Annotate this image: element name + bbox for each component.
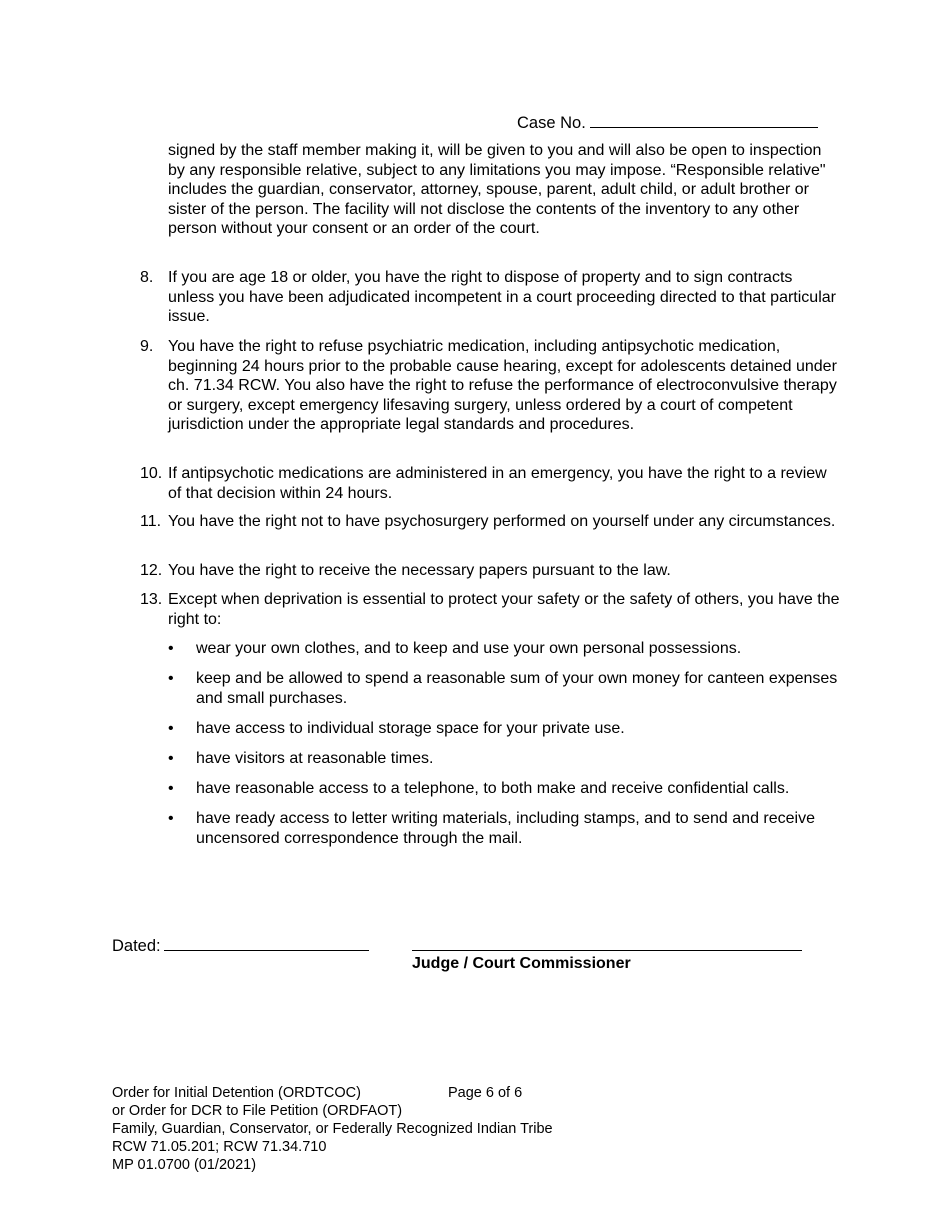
item-text: If antipsychotic medications are administered in an emergency, you have the right to a review of that decision within 24 hours. bbox=[168, 465, 827, 502]
item-text: If you are age 18 or older, you have the right to dispose of property and to sign contracts unless you have been adjudicated incompetent in a court proceeding directed to that particular issue. bbox=[168, 269, 836, 326]
bullet-icon: • bbox=[168, 810, 174, 827]
footer-line: Family, Guardian, Conservator, or Federally Recognized Indian Tribe bbox=[112, 1121, 553, 1137]
item-text: You have the right not to have psychosurgery performed on yourself under any circumstances. bbox=[168, 513, 836, 530]
bullet-text: keep and be allowed to spend a reasonable sum of your own money for canteen expenses and small purchases. bbox=[196, 670, 838, 707]
bullet-text: have access to individual storage space for your private use. bbox=[196, 720, 625, 737]
bullet-text: have ready access to letter writing materials, including stamps, and to send and receive uncensored correspondence through the mail. bbox=[196, 810, 815, 847]
signature-line bbox=[412, 950, 802, 951]
bullet-icon: • bbox=[168, 670, 174, 687]
bullet-icon: • bbox=[168, 720, 174, 737]
dated-blank bbox=[164, 935, 369, 951]
item-text: You have the right to refuse psychiatric medication, including antipsychotic medication, beginning 24 hours prior to the probable cause hearing, except for adolescents detained under ch. 71.34 RCW. You also have the right to refuse the performance of electroconvulsive therapy or surgery, except emergency lifesaving surgery, unless ordered by a court of competent jurisdiction under the appropriate legal standards and procedures. bbox=[168, 338, 837, 434]
bullet-text: have visitors at reasonable times. bbox=[196, 750, 434, 767]
footer-line: MP 01.0700 (01/2021) bbox=[112, 1157, 257, 1173]
bullet-text: wear your own clothes, and to keep and use your own personal possessions. bbox=[196, 640, 742, 657]
item-text: You have the right to receive the necessary papers pursuant to the law. bbox=[168, 562, 671, 579]
signer-title: Judge / Court Commissioner bbox=[412, 955, 631, 972]
page-number: Page 6 of 6 bbox=[448, 1085, 523, 1101]
case-number-label: Case No. bbox=[517, 114, 586, 132]
footer-line: or Order for DCR to File Petition (ORDFAOT) bbox=[112, 1103, 403, 1119]
item-number: 13. bbox=[140, 591, 163, 608]
item-number: 11. bbox=[140, 513, 162, 530]
bullet-icon: • bbox=[168, 640, 174, 657]
case-number-blank bbox=[590, 112, 818, 128]
item-text: Except when deprivation is essential to protect your safety or the safety of others, you have the right to: bbox=[168, 591, 840, 628]
dated-label: Dated: bbox=[112, 937, 161, 955]
footer-line: Order for Initial Detention (ORDTCOC) bbox=[112, 1085, 361, 1101]
item-number: 8. bbox=[140, 269, 154, 286]
intro-continuation: signed by the staff member making it, will be given to you and will also be open to inspection by any responsible relative, subject to any limitations you may impose. “Responsible relative" includes the guardian, conservator, attorney, spouse, parent, adult child, or adult brother or sister of the person. The facility will not disclose the contents of the inventory to any other person without your consent or an order of the court. bbox=[168, 142, 826, 238]
bullet-text: have reasonable access to a telephone, to both make and receive confidential calls. bbox=[196, 780, 790, 797]
footer-line: RCW 71.05.201; RCW 71.34.710 bbox=[112, 1139, 327, 1155]
bullet-icon: • bbox=[168, 780, 174, 797]
item-number: 12. bbox=[140, 562, 163, 579]
dated-field bbox=[112, 935, 369, 956]
item-number: 10. bbox=[140, 465, 163, 482]
case-number-field bbox=[517, 112, 818, 133]
item-number: 9. bbox=[140, 338, 154, 355]
bullet-icon: • bbox=[168, 750, 174, 767]
